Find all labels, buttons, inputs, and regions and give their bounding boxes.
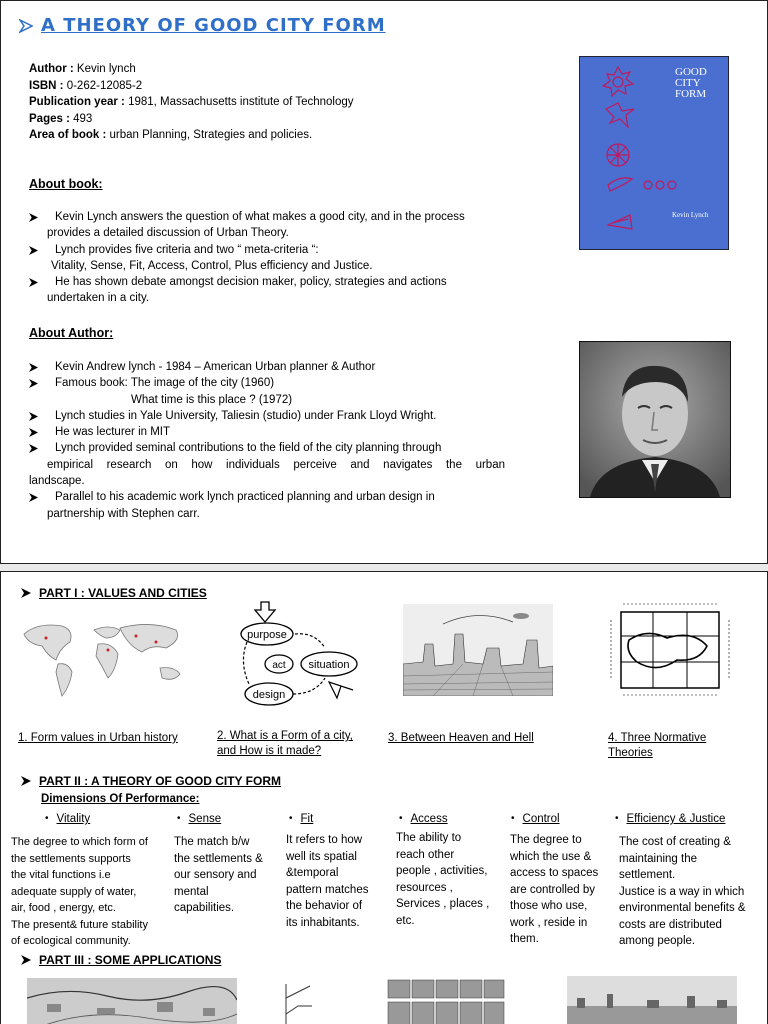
dim-head-fit: • Fit [289,813,314,825]
diagram-label-purpose: purpose [247,629,287,641]
part2-heading: PART II : A THEORY OF GOOD CITY FORM [21,774,281,788]
dim-body-sense: The match b/w the settlements & our sensory and mental capabilities. [174,836,263,914]
about-author-list [29,359,505,522]
arrow-bullet-icon [29,278,38,287]
list-item: Kevin Lynch answers the question of what makes a good city, and in the process provides a detailed discussion of Urban Theory. [29,209,509,242]
arrow-bullet-icon [29,428,38,437]
meta-pubyear: Publication year : 1981, Massachusetts institute of Technology [29,96,354,108]
diagram-label-situation: situation [308,659,350,671]
list-item: Famous book: The image of the city (1960) What time is this place ? (1972) [29,375,505,408]
arrow-bullet-icon [29,444,38,453]
caption-form-of-city: 2. What is a Form of a city, and How is it made? [217,730,353,757]
arrow-bullet-icon [21,776,31,786]
arrow-bullet-icon [21,588,31,598]
list-item: He has shown debate amongst decision maker, policy, strategies and actions undertaken in a city. [29,274,509,307]
page-title: A THEORY OF GOOD CITY FORM [41,15,386,36]
meta-area: Area of book : urban Planning, Strategies and policies. [29,129,313,141]
meta-author: Author : Kevin lynch [29,63,136,75]
applications-street-grid [386,978,506,1024]
title-row [19,15,386,36]
arrow-bullet-icon [29,363,38,372]
book-cover [579,56,729,250]
dim-head-control: • Control [511,813,560,825]
dimensions-heading: Dimensions Of Performance: [41,793,200,805]
arrow-bullet-icon [29,493,38,502]
list-item: He was lecturer in MIT [29,424,505,440]
dim-body-access: The ability to reach other people , activities, resources , Services , places , etc. [396,832,490,927]
caption-normative-theories: 4. Three Normative Theories [608,732,707,759]
world-map-image [16,616,196,702]
arrow-bullet-icon [19,19,33,33]
arrow-bullet-icon [29,379,38,388]
list-item: Kevin Andrew lynch - 1984 – American Urban planner & Author [29,359,505,375]
dim-head-access: • Access [399,813,448,825]
arrow-bullet-icon [29,412,38,421]
arrow-bullet-icon [29,246,38,255]
dim-head-efficiency-justice: • Efficiency & Justice [615,813,726,825]
meta-isbn: ISBN : 0-262-12085-2 [29,79,143,92]
list-item: Lynch provided seminal contributions to the field of the city planning through empirical research on how individuals perceive and navigates the urban landscape. [29,442,505,488]
dim-body-efficiency-justice: The cost of creating & maintaining the settlement. Justice is a way in which environmental benefits & costs are distributed among people. [619,836,746,947]
applications-graph-icon [284,980,314,1024]
book-meta [29,61,354,144]
applications-aerial-map [27,978,237,1024]
cover-author: Kevin Lynch [672,211,709,219]
normative-theories-map [607,600,733,698]
diagram-label-design: design [252,689,286,701]
list-item: Lynch provides five criteria and two “ meta-criteria “: Vitality, Sense, Fit, Access, Control, Plus efficiency and Justice. [29,242,509,275]
caption-form-values: 1. Form values in Urban history [18,732,178,744]
purpose-cycle-diagram [233,598,363,710]
slide-book-parts [0,571,768,1024]
about-author-heading: About Author: [29,326,114,340]
about-book-heading: About book: [29,177,103,191]
list-item: Parallel to his academic work lynch practiced planning and urban design in partnership with Stephen carr. [29,489,505,522]
list-item: Lynch studies in Yale University, Taliesin (studio) under Frank Lloyd Wright. [29,408,505,424]
dim-head-vitality: • Vitality [45,813,91,825]
meta-pages: Pages : 493 [29,112,93,125]
applications-city-panorama [567,976,737,1024]
author-photo [579,341,731,498]
part1-heading: PART I : VALUES AND CITIES [21,586,207,600]
about-book-list [29,209,509,307]
cover-title: GOOD CITY FORM [675,66,707,100]
dim-body-vitality: The degree to which form of the settlements supports the vital functions i.e adequate supply of water, air, food , energy, etc. The present& future stability of ecological community. [11,836,148,947]
part3-heading: PART III : SOME APPLICATIONS [21,953,221,967]
dim-head-sense: • Sense [177,813,222,825]
dim-body-fit: It refers to how well its spatial &temporal pattern matches the behavior of its inhabitants. [286,834,369,929]
dim-body-control: The degree to which the use & access to spaces are controlled by those who use, work , reside in them. [510,834,599,945]
diagram-label-act: act [272,660,286,671]
arrow-bullet-icon [21,955,31,965]
arrow-bullet-icon [29,213,38,222]
city-sketch-image [403,604,553,696]
caption-heaven-hell: 3. Between Heaven and Hell [388,732,534,744]
